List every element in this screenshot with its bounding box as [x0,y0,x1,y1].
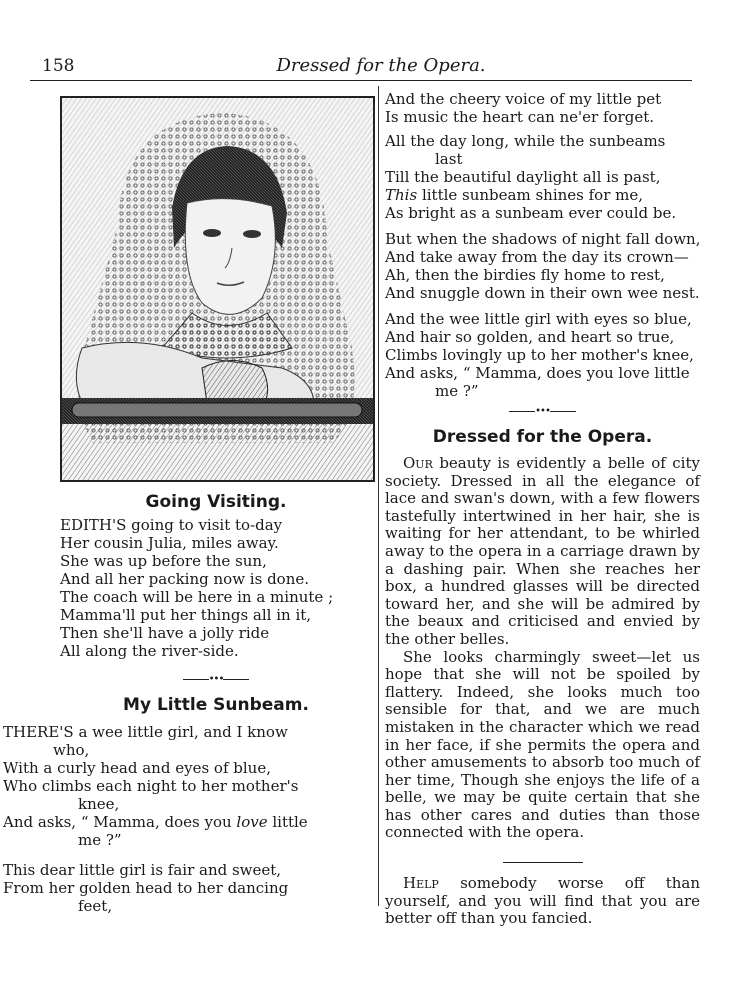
poem-line: And all her packing now is done. [60,570,310,588]
poem-line: knee, [78,795,120,813]
dressed-for-opera-title: Dressed for the Opera. [432,427,653,447]
poem-line: As bright as a sunbeam ever could be. [385,204,677,222]
poem-line: This little sunbeam shines for me, [385,186,644,204]
my-little-sunbeam-poem-part2 [385,90,700,400]
short-rule [503,862,583,863]
running-title: Dressed for the Opera. [276,55,486,76]
poem-line: All along the river-side. [60,642,239,660]
poem-line: All the day long, while the sunbeams [385,132,666,150]
girl-portrait-image [62,98,373,480]
poem-line: And hair so golden, and heart so true, [385,328,675,346]
stanza [385,90,700,126]
poem-line: Climbs lovingly up to her mother's knee, [385,346,694,364]
stanza [3,723,375,849]
poem-line: me ?” [78,831,122,849]
poem-line: Is music the heart can ne'er forget. [385,108,654,126]
page-header [30,54,692,81]
poem-line: Ah, then the birdies fly home to rest, [385,266,665,284]
stanza [3,861,375,915]
poem-line: The coach will be here in a minute ; [60,588,334,606]
poem-line: And the cheery voice of my little pet [385,90,662,108]
going-visiting-title: Going Visiting. [145,492,287,512]
my-little-sunbeam-poem-part1 [3,723,375,915]
aphorism [385,875,700,928]
poem-line: With a curly head and eyes of blue, [3,759,271,777]
column-divider [378,86,379,906]
dressed-for-opera-article [385,455,700,842]
section-ornament: ••• [385,406,700,417]
poem-line: who, [53,741,90,759]
stanza [385,132,700,222]
poem-line: me ?” [435,382,479,400]
going-visiting-poem [60,516,372,660]
poem-line: She was up before the sun, [60,552,267,570]
page-number: 158 [42,56,75,76]
poem-line: And asks, “ Mamma, does you love little [3,813,308,831]
left-column [3,96,372,921]
poem-line: last [435,150,463,168]
aphorism-text: Help somebody worse off than yourself, and you will find that you are better off than you fancied. [385,874,700,928]
poem-line: From her golden head to her dancing [3,879,289,897]
poem-line: Then she'll have a jolly ride [60,624,270,642]
poem-line: And snuggle down in their own wee nest. [385,284,700,302]
stanza [385,230,700,302]
poem-line: This dear little girl is fair and sweet, [3,861,282,879]
poem-line: Her cousin Julia, miles away. [60,534,279,552]
poem-line: EDITH'S going to visit to-day [60,516,283,534]
poem-line: And asks, “ Mamma, does you love little [385,364,690,382]
poem-line: Mamma'll put her things all in it, [60,606,312,624]
poem-line: And take away from the day its crown— [385,248,689,266]
article-paragraph: Our beauty is evidently a belle of city society. Dressed in all the elegance of lace and swan's down, with a few flowers tastefully intertwined in her hair, she is waiting for her attendant, to be whirled away to the opera in a carriage drawn by a dashing pair. When she reaches her box, a hundred glasses will be directed toward her, and she will be admired by the beaux and criticised and envied by the other belles. [385,454,700,648]
stanza [385,310,700,400]
poem-line: And the wee little girl with eyes so blue, [385,310,692,328]
poem-line: Till the beautiful daylight all is past, [385,168,661,186]
section-ornament: ••• [60,674,372,685]
right-column [385,90,700,928]
poem-line: But when the shadows of night fall down, [385,230,701,248]
my-little-sunbeam-title: My Little Sunbeam. [123,695,309,715]
article-paragraph: She looks charmingly sweet—let us hope that she will not be spoiled by flattery. Indeed, she looks much too sensible for that, and we are much mistaken in the character which we read in her face, if she permits the opera and other amusements to absorb too much of her time, Though she enjoys the life of a belle, we may be quite certain that she has other cares and duties than those connected with the opera. [385,647,700,842]
poem-line: feet, [78,897,113,915]
girl-engraving-illustration [60,96,375,482]
poem-line: THERE'S a wee little girl, and I know [3,723,288,741]
poem-line: Who climbs each night to her mother's [3,777,299,795]
